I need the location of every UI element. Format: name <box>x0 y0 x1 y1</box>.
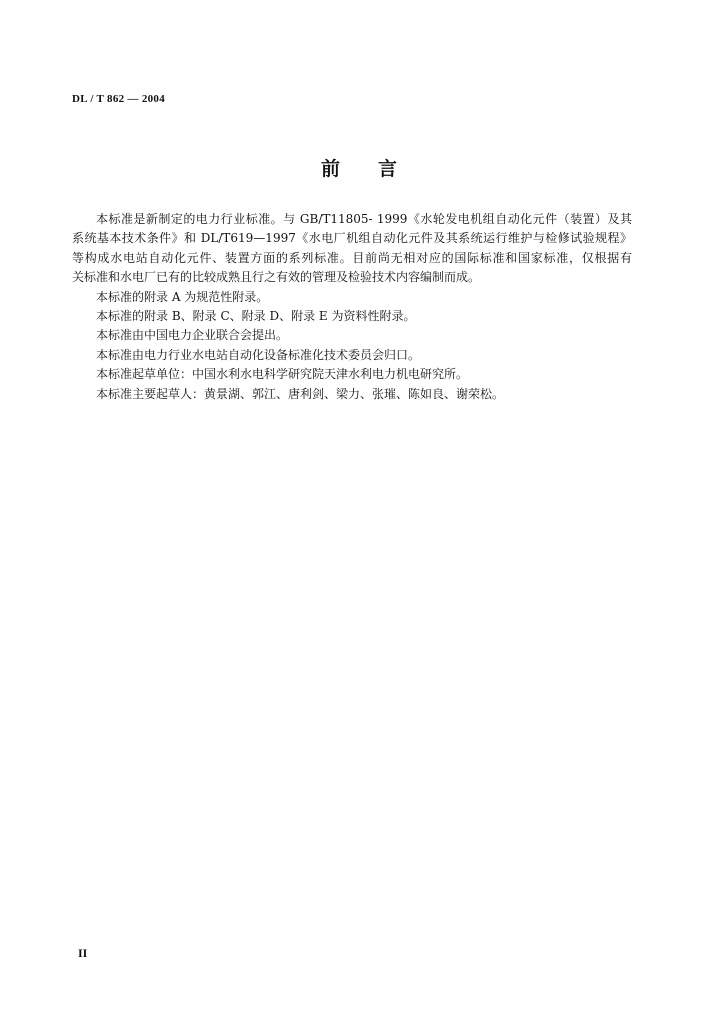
text-line: 系统基本技术条件》和 DL/T619—1997《水电厂机组自动化元件及其系统运行维护与检修试验规程》 <box>72 231 632 246</box>
text-line: 本标准是新制定的电力行业标准。与 GB/T11805- 1999《水轮发电机组自动化元件（装置）及其 <box>96 212 632 226</box>
paragraph-informative-annexes: 本标准的附录 B、附录 C、附录 D、附录 E 为资料性附录。 <box>96 309 416 324</box>
text-line: 关标准和水电厂已有的比较成熟且行之有效的管理及检验技术内容编制而成。 <box>72 270 481 285</box>
standard-code-header: DL / T 862 — 2004 <box>72 93 166 105</box>
paragraph-drafters: 本标准主要起草人：黄景湖、郭江、唐利剑、梁力、张璀、陈如良、谢荣松。 <box>96 386 505 401</box>
page-title: 前 言 <box>320 158 397 180</box>
paragraph-normative-annex: 本标准的附录 A 为规范性附录。 <box>96 289 269 304</box>
text-line: 等构成水电站自动化元件、装置方面的系列标准。目前尚无相对应的国际标准和国家标准，仅根据有 <box>72 250 632 265</box>
paragraph-drafting-unit: 本标准起草单位：中国水利水电科学研究院天津水利电力机电研究所。 <box>96 367 469 382</box>
foreword-body <box>72 210 632 404</box>
paragraph-administered-by: 本标准由电力行业水电站自动化设备标准化技术委员会归口。 <box>96 347 421 362</box>
page-number: II <box>78 946 88 960</box>
paragraph-intro <box>72 210 632 288</box>
paragraph-proposed-by: 本标准由中国电力企业联合会提出。 <box>96 328 289 343</box>
